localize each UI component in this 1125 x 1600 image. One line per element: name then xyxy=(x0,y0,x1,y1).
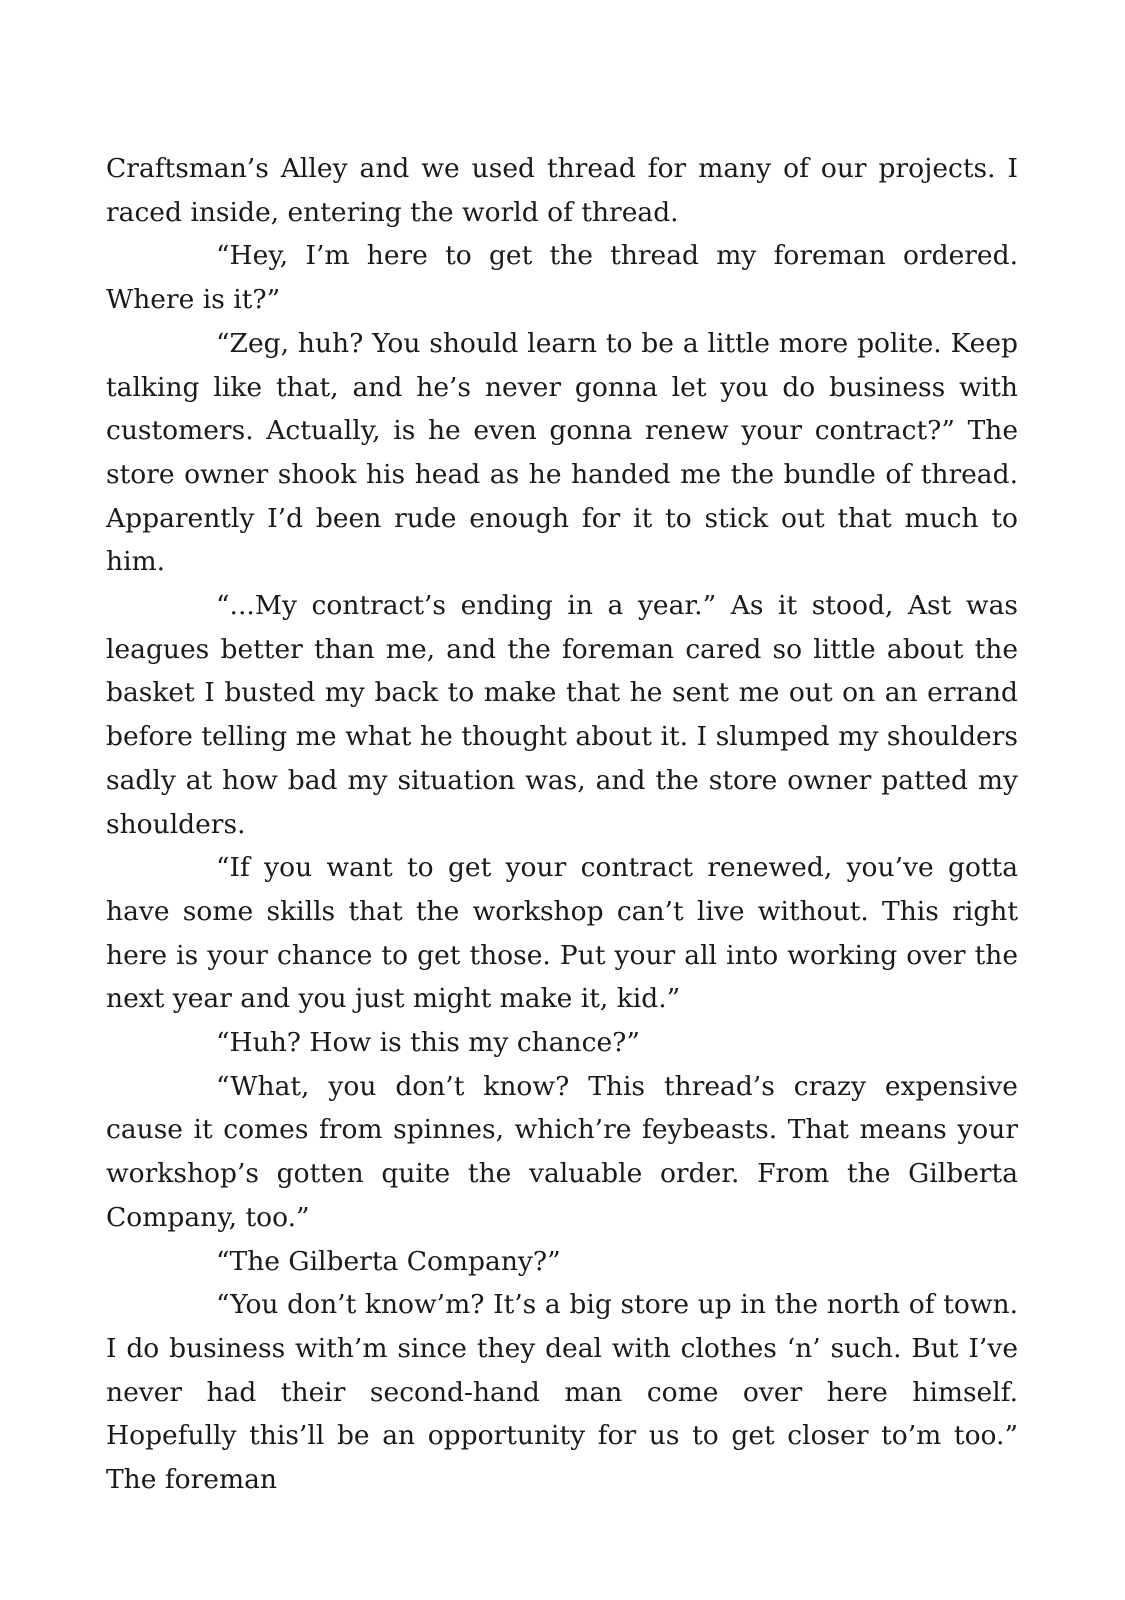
paragraph-1: Craftsman’s Alley and we used thread for many of our projects. I raced inside, entering the world of thread. xyxy=(106,153,1018,228)
paragraph-9: “You don’t know’m? It’s a big store up in the north of town. I do business with’m since they deal with clothes ‘n’ such. But I’ve never had their second-hand man come over here himself. Hopefully this’ll be an opportunity for us to get closer to’m too.” The foreman xyxy=(106,1289,1018,1496)
paragraph-8: “The Gilberta Company?” xyxy=(216,1245,561,1277)
paragraph-2: “Hey, I’m here to get the thread my foreman ordered. Where is it?” xyxy=(106,240,1018,316)
paragraph-7: “What, you don’t know? This thread’s crazy expensive cause it comes from spinnes, which’re feybeasts. That means your workshop’s gotten quite the valuable order. From the Gilberta Company, too.” xyxy=(106,1070,1018,1233)
paragraph-4: “...My contract’s ending in a year.” As it stood, Ast was leagues better than me, and the foreman cared so little about the basket I busted my back to make that he sent me out on an errand before telling me what he thought about it. I slumped my shoulders sadly at how bad my situation was, and the store owner patted my shoulders. xyxy=(106,590,1018,840)
paragraph-3: “Zeg, huh? You should learn to be a little more polite. Keep talking like that, and he’s never gonna let you do business with customers. Actually, is he even gonna renew your contract?” The store owner shook his head as he handed me the bundle of thread. Apparently I’d been rude enough for it to stick out that much to him. xyxy=(106,327,1018,578)
paragraph-6: “Huh? How is this my chance?” xyxy=(216,1027,640,1059)
paragraph-5: “If you want to get your contract renewed, you’ve gotta have some skills that the workshop can’t live without. This right here is your chance to get those. Put your all into working over the next year and you just might make it, kid.” xyxy=(106,852,1018,1015)
book-page-body xyxy=(106,147,1018,1502)
